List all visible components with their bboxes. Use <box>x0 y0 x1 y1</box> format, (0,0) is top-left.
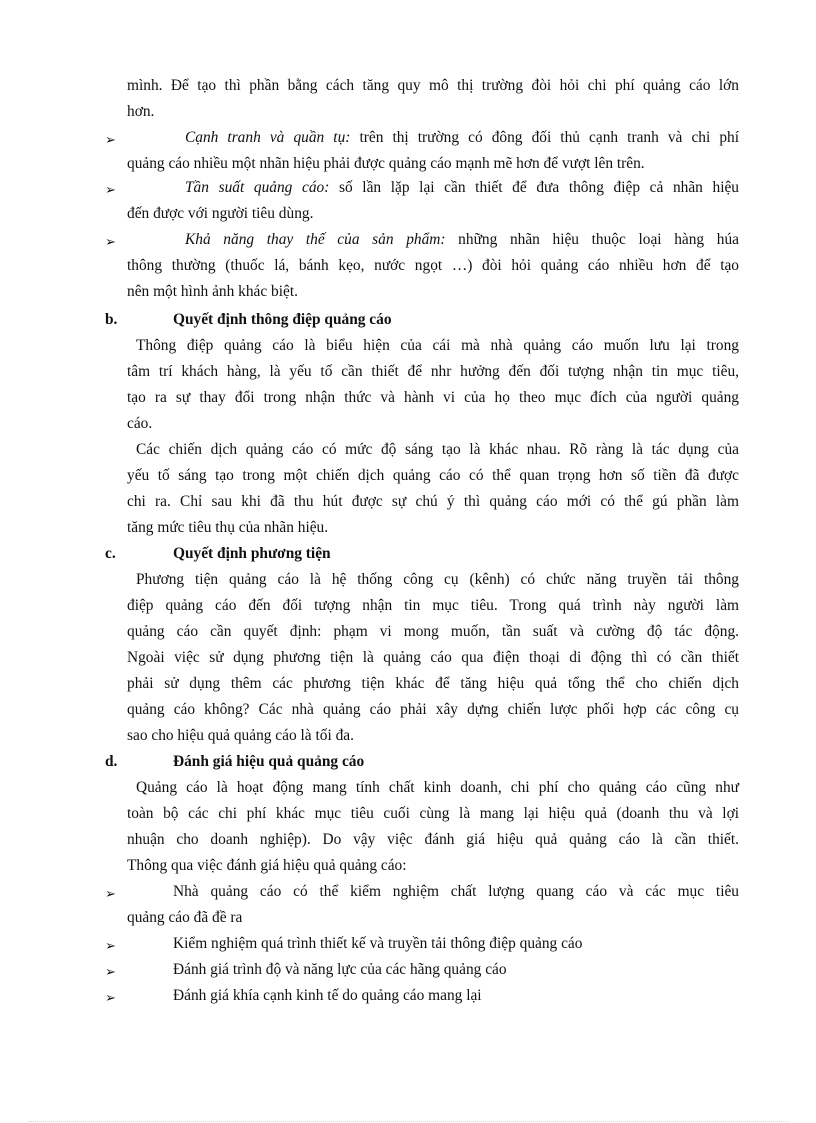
bullet-text: những nhãn hiệu thuộc loại hàng húa <box>445 231 739 248</box>
paragraph-line: tăng mức tiêu thụ của nhãn hiệu. <box>127 519 329 536</box>
bullet-term: Cạnh tranh và quần tụ: <box>185 129 351 146</box>
arrowhead-bullet-icon: ➢ <box>105 234 116 249</box>
arrowhead-bullet-icon: ➢ <box>105 132 116 147</box>
bullet-line <box>185 175 739 201</box>
paragraph-line: nhuận cho doanh nghiệp). Do vậy việc đánh giá hiệu quả quảng cáo là cần thiết. <box>127 831 739 848</box>
section-letter: b. <box>105 311 118 328</box>
bullet-line: Đánh giá khía cạnh kinh tế do quảng cáo mang lại <box>173 987 482 1004</box>
paragraph-line: Thông qua việc đánh giá hiệu quả quảng cáo: <box>127 857 407 874</box>
paragraph-line: phải sử dụng thêm các phương tiện khác để tăng hiệu quả tổng thể cho chiến dịch <box>127 675 739 692</box>
paragraph-line: quảng cáo cần quyết định: phạm vi mong muốn, tần suất và cường độ tác động. <box>127 623 739 640</box>
paragraph-line: Ngoài việc sử dụng phương tiện là quảng cáo qua điện thoại di động thì có cần thiết <box>127 649 739 666</box>
bullet-term: Khả năng thay thế của sản phẩm: <box>185 231 446 248</box>
arrowhead-bullet-icon: ➢ <box>105 886 116 901</box>
bullet-line: Đánh giá trình độ và năng lực của các hãng quảng cáo <box>173 961 507 978</box>
paragraph-line: hơn. <box>127 103 155 120</box>
bullet-term: Tần suất quảng cáo: <box>185 179 330 196</box>
bullet-line: thông thường (thuốc lá, bánh kẹo, nước ngọt …) đòi hỏi quảng cáo nhiều hơn để tạo <box>127 257 739 274</box>
arrowhead-bullet-icon: ➢ <box>105 938 116 953</box>
paragraph-line: tâm trí khách hàng, là yếu tố cần thiết để nhr hưởng đến đối tượng nhận tin mục tiêu, <box>127 363 739 380</box>
paragraph-line: Quảng cáo là hoạt động mang tính chất kinh doanh, chi phí cho quảng cáo cũng như <box>136 779 739 796</box>
section-letter: c. <box>105 545 116 562</box>
paragraph-line: quảng cáo không? Các nhà quảng cáo phải xây dựng chiến lược phối hợp các công cụ <box>127 701 739 718</box>
paragraph-line: tạo ra sự thay đổi trong nhận thức và hành vi của họ theo mục đích của người quảng <box>127 389 739 406</box>
arrowhead-bullet-icon: ➢ <box>105 990 116 1005</box>
arrowhead-bullet-icon: ➢ <box>105 964 116 979</box>
section-heading: Đánh giá hiệu quả quảng cáo <box>173 753 365 770</box>
section-heading: Quyết định phương tiện <box>173 545 331 562</box>
bullet-text: trên thị trường có đông đối thủ cạnh tranh và chi phí <box>350 129 739 146</box>
paragraph-line: Các chiến dịch quảng cáo có mức độ sáng tạo là khác nhau. Rõ ràng là tác dụng của <box>136 441 739 458</box>
paragraph-line: cáo. <box>127 415 153 432</box>
bullet-line: Nhà quảng cáo có thể kiểm nghiệm chất lượng quang cáo và các mục tiêu <box>173 883 739 900</box>
paragraph-line: Thông điệp quảng cáo là biểu hiện của cái mà nhà quảng cáo muốn lưu lại trong <box>136 337 739 354</box>
bullet-line: đến được với người tiêu dùng. <box>127 205 314 222</box>
page-bottom-rule <box>28 1121 788 1122</box>
paragraph-line: yếu tố sáng tạo trong một chiến dịch quảng cáo có thể quan trọng hơn số tiền đã được <box>127 467 739 484</box>
bullet-line: Kiểm nghiệm quá trình thiết kế và truyền tải thông điệp quảng cáo <box>173 935 583 952</box>
bullet-line <box>185 227 739 253</box>
bullet-line: quảng cáo nhiều một nhãn hiệu phải được quảng cáo mạnh mẽ hơn để vượt lên trên. <box>127 155 645 172</box>
bullet-line: quảng cáo đã đề ra <box>127 909 243 926</box>
paragraph-line: mình. Để tạo thì phần bằng cách tăng quy mô thị trường đòi hỏi chi phí quảng cáo lớn <box>127 77 739 94</box>
paragraph-line: chi ra. Chỉ sau khi đã thu hút được sự chú ý thì quảng cáo mới có thể gú phần làm <box>127 493 739 510</box>
bullet-line <box>185 125 739 151</box>
paragraph-line: điệp quảng cáo đến đối tượng nhận tin mục tiêu. Trong quá trình này người làm <box>127 597 739 614</box>
bullet-text: số lần lặp lại cần thiết để đưa thông điệp cả nhãn hiệu <box>329 179 739 196</box>
section-heading: Quyết định thông điệp quảng cáo <box>173 311 392 328</box>
section-letter: d. <box>105 753 118 770</box>
paragraph-line: sao cho hiệu quả quảng cáo là tối đa. <box>127 727 354 744</box>
arrowhead-bullet-icon: ➢ <box>105 182 116 197</box>
paragraph-line: Phương tiện quảng cáo là hệ thống công cụ (kênh) có chức năng truyền tải thông <box>136 571 739 588</box>
paragraph-line: toàn bộ các chi phí khác mục tiêu cuối cùng là mang lại hiệu quả (doanh thu và lợi <box>127 805 739 822</box>
bullet-line: nên một hình ảnh khác biệt. <box>127 283 298 300</box>
